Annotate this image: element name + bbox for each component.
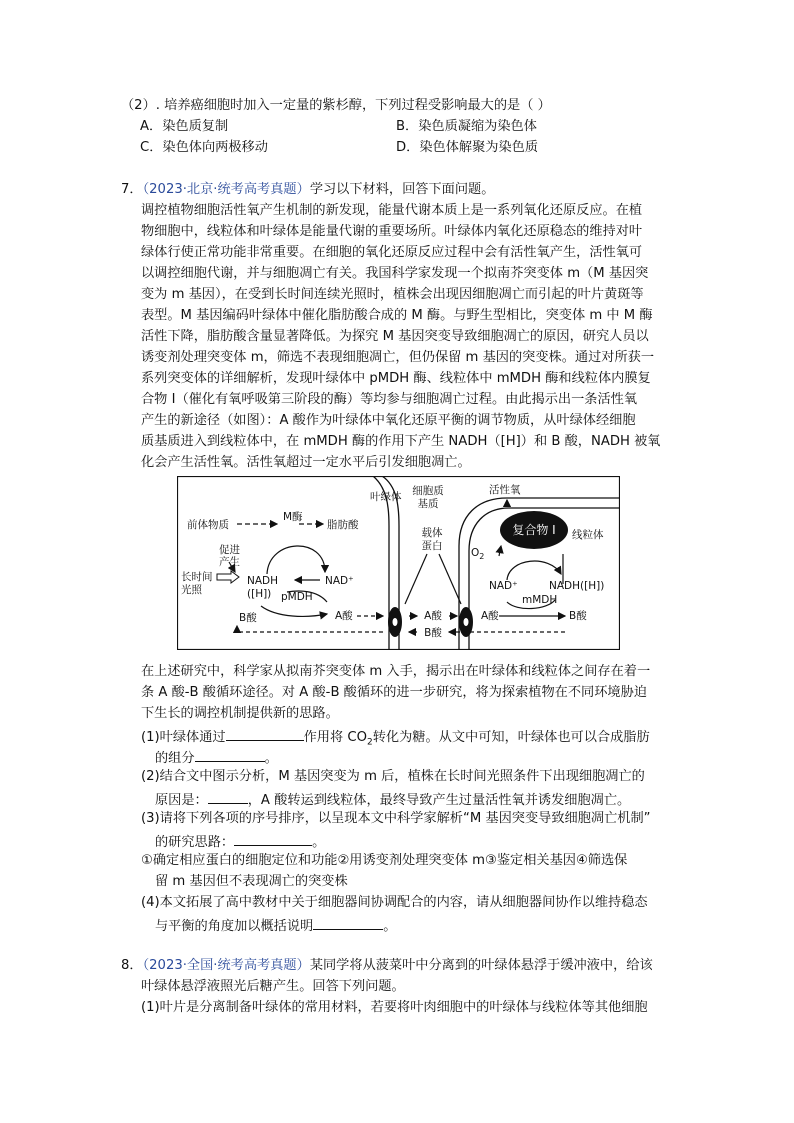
- pmdh-label: pMDH: [281, 591, 313, 603]
- q7-sub3-line2: 的研究思路： 。: [155, 831, 325, 852]
- answer-blank[interactable]: [313, 915, 383, 930]
- q8-line: 叶绿体悬浮液照光后糖产生。回答下列问题。: [141, 979, 405, 994]
- o2-label: $O_2$: [471, 547, 485, 561]
- q7-passage-line: 系列突变体的详细解析，发现叶绿体中 pMDH 酶、线粒体中 mMDH 酶和线粒体内膜复: [141, 371, 651, 386]
- q7-passage-line: 诱变剂处理突变体 m，筛选不表现细胞凋亡，但仍保留 m 基因的突变株。通过对所获一: [141, 350, 655, 365]
- b-acid-mid-label: B酸: [424, 627, 442, 639]
- q7-passage-line: 调控植物细胞活性氧产生机制的新发现，能量代谢本质上是一系列氧化还原反应。在植: [141, 203, 643, 218]
- ros-label: 活性氧: [489, 484, 521, 496]
- nadh-right-label: NADH([H]): [549, 580, 605, 592]
- q8-header: 8．（2023·全国·统考高考真题）某同学将从菠菜叶中分离到的叶绿体悬浮于缓冲液中，给该: [121, 958, 653, 973]
- a-acid-mid-label: A酸: [424, 610, 442, 622]
- promote-label-2: 产生: [219, 556, 240, 568]
- q7-number: 7．: [121, 182, 143, 197]
- precursor-label: 前体物质: [187, 519, 229, 531]
- q7-passage-line: 表型。M 基因编码叶绿体中催化脂肪酸合成的 M 酶。与野生型相比，突变体 m 中 M 酶: [141, 308, 653, 323]
- promote-label-1: 促进: [219, 544, 240, 556]
- q7-sub2-line1: (2)结合文中图示分析，M 基因突变为 m 后，植株在长时间光照条件下出现细胞凋亡的: [141, 769, 645, 784]
- mitochondrion-label: 线粒体: [572, 529, 604, 541]
- complex-i-label: 复合物 I: [512, 523, 556, 537]
- h-left-label: ([H]): [247, 588, 272, 600]
- q7-source: （2023·北京·统考高考真题）: [142, 182, 310, 197]
- q7-sub3-line1: (3)请将下列各项的序号排序，以呈现本文中科学家解析“M 基因突变导致细胞凋亡机制”: [141, 811, 651, 826]
- cytoplasm-label-2: 基质: [417, 498, 439, 510]
- mmdh-label: mMDH: [522, 594, 558, 606]
- q7-sub1-line1: (1)叶绿体通过 作用将 $CO_2$转化为糖。从文中可知，叶绿体也可以合成脂肪: [141, 726, 650, 752]
- q6-2-option-b: B．染色质凝缩为染色体: [396, 119, 537, 134]
- q7-sub2-line2: 原因是： ，A 酸转运到线粒体，最终导致产生过量活性氧并诱发细胞凋亡。: [155, 789, 630, 810]
- nad-left-label: NAD⁺: [325, 575, 354, 587]
- q7-sub1-line2: 的组分 。: [155, 747, 278, 768]
- b-acid-left-label: B酸: [239, 612, 257, 624]
- b-acid-right-label: B酸: [569, 610, 587, 622]
- chloroplast-label: 叶绿体: [370, 491, 402, 503]
- answer-blank[interactable]: [195, 747, 265, 762]
- q8-source: （2023·全国·统考高考真题）: [142, 958, 310, 973]
- q7-passage-line: 活性下降，脂肪酸含量显著降低。为探究 M 基因突变导致细胞凋亡的原因，研究人员以: [141, 329, 649, 344]
- cytoplasm-label-1: 细胞质: [412, 485, 444, 497]
- q7-after-line: 下生长的调控机制提供新的思路。: [141, 706, 339, 721]
- q7-passage-line: 质基质进入到线粒体中，在 mMDH 酶的作用下产生 NADH（[H]）和 B 酸，NADH 被氧: [141, 434, 661, 449]
- m-enzyme-label: M酶: [283, 511, 303, 523]
- answer-blank[interactable]: [234, 831, 312, 846]
- q7-passage-line: 绿体行使正常功能非常重要。在细胞的氧化还原反应过程中会有活性氧产生，活性氧可: [141, 245, 643, 260]
- q7-after-line: 在上述研究中，科学家从拟南芥突变体 m 入手，揭示出在叶绿体和线粒体之间存在着一: [141, 664, 651, 679]
- q6-2-option-d: D．染色体解聚为染色质: [396, 140, 539, 155]
- q7-passage-line: 物细胞中，线粒体和叶绿体是能量代谢的重要场所。叶绿体内氧化还原稳态的维持对叶: [141, 224, 643, 239]
- q7-passage-line: 产生的新途径（如图）：A 酸作为叶绿体中氧化还原平衡的调节物质，从叶绿体经细胞: [141, 413, 636, 428]
- fatty-acid-label: 脂肪酸: [327, 519, 359, 531]
- answer-blank[interactable]: [208, 789, 248, 804]
- q7-intro: 学习以下材料，回答下面问题。: [309, 182, 495, 197]
- long-light-label-2: 光照: [181, 584, 202, 596]
- q7-sub4-line2: 与平衡的角度加以概括说明 。: [155, 915, 396, 936]
- carrier-label-2: 蛋白: [421, 540, 443, 552]
- q7-sub4-line1: (4)本文拓展了高中教材中关于细胞器间协调配合的内容，请从细胞器间协作以维持稳态: [141, 895, 648, 910]
- nad-right-label: NAD⁺: [489, 580, 518, 592]
- q7-header: [121, 181, 494, 199]
- q8-line: (1)叶片是分离制备叶绿体的常用材料，若要将叶肉细胞中的叶绿体与线粒体等其他细胞: [141, 1000, 648, 1015]
- q7-passage-line: 合物 I（催化有氧呼吸第三阶段的酶）等均参与细胞凋亡过程。由此揭示出一条活性氧: [141, 392, 638, 407]
- nadh-left-label: NADH: [247, 575, 279, 587]
- q6-2-option-a: A．染色质复制: [140, 119, 229, 134]
- pathway-diagram: [177, 476, 620, 650]
- long-light-label-1: 长时间: [181, 571, 213, 583]
- q7-passage-line: 变为 m 基因），在受到长时间连续光照时，植株会出现因细胞凋亡而引起的叶片黄斑等: [141, 287, 644, 302]
- q7-after-line: 条 A 酸-B 酸循环途径。对 A 酸-B 酸循环的进一步研究，将为探索植物在不同环境胁迫: [141, 685, 647, 700]
- q6-2-option-c: C．染色体向两极移动: [140, 140, 268, 155]
- q7-passage-line: 化会产生活性氧。活性氧超过一定水平后引发细胞凋亡。: [141, 455, 471, 470]
- q8-number: 8．: [121, 958, 143, 973]
- q6-2-stem: （2）. 培养癌细胞时加入一定量的紫杉醇，下列过程受影响最大的是（ ）: [121, 98, 551, 113]
- q7-passage-line: 以调控细胞代谢，并与细胞凋亡有关。我国科学家发现一个拟南芥突变体 m（M 基因突: [141, 266, 649, 281]
- a-acid-left-label: A酸: [335, 610, 353, 622]
- carrier-label-1: 载体: [421, 527, 443, 539]
- a-acid-right-label: A酸: [481, 610, 499, 622]
- answer-blank[interactable]: [226, 726, 304, 741]
- q7-sub3-options-line1: ①确定相应蛋白的细胞定位和功能②用诱变剂处理突变体 m③鉴定相关基因④筛选保: [141, 853, 628, 868]
- q7-sub3-options-line2: 留 m 基因但不表现凋亡的突变株: [155, 874, 348, 889]
